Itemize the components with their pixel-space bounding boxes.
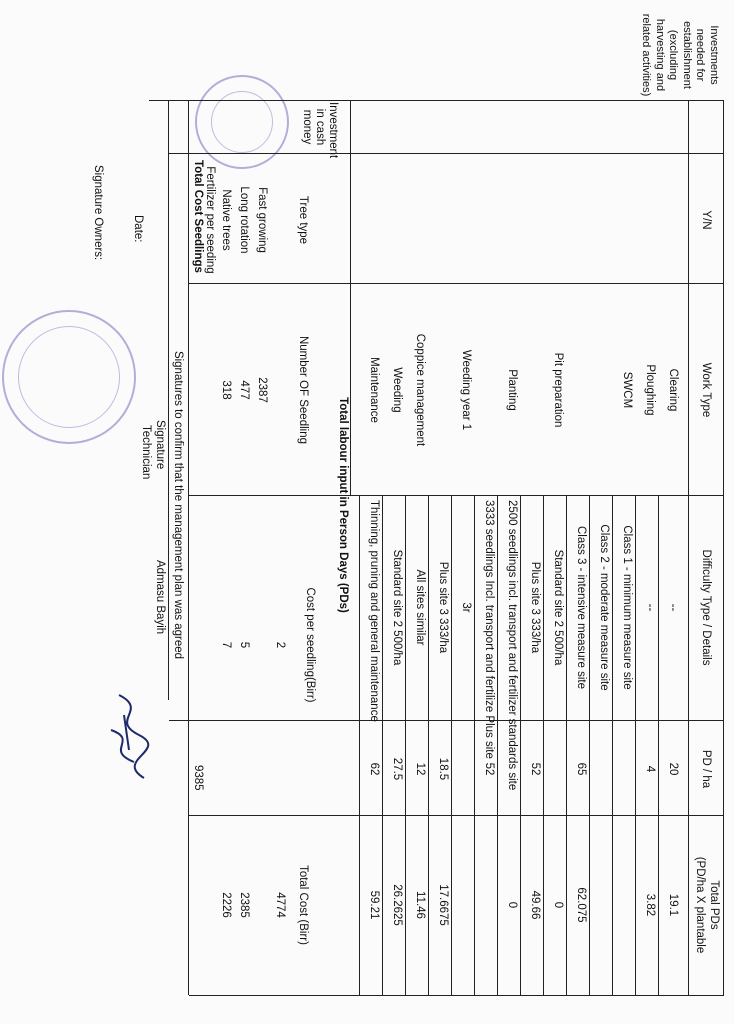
seedling-type-cell: Fertilizer per seeding: [204, 166, 216, 274]
work-type-cell: Planting: [506, 369, 518, 411]
total-cost-value: 9385: [192, 765, 204, 791]
technician-signature: [99, 690, 159, 785]
pd-ha-cell: 4: [644, 765, 656, 773]
difficulty-cell: Class 2 - moderate measure site: [598, 524, 610, 691]
work-type-cell: Clearing: [667, 368, 679, 412]
pd-ha-cell: 27.5: [391, 757, 403, 781]
seedling-type-cell: Native trees: [220, 189, 232, 251]
header-yn: Y/N: [700, 210, 712, 230]
seedling-total-cell: 4774: [274, 892, 286, 918]
signature-label: Signature: [154, 420, 166, 470]
header-work-type: Work Type: [700, 362, 712, 418]
header-pd-ha: PD / ha: [700, 749, 712, 789]
total-pds-cell: 19.1: [667, 893, 679, 917]
row-divider: [474, 495, 475, 995]
difficulty-cell: --: [667, 603, 679, 612]
difficulty-cell: Plus site 3 333/ha: [437, 561, 449, 654]
left-border: [149, 100, 724, 101]
header-total-pds-sub: (PD/ha X plantable: [694, 856, 706, 954]
work-type-cell: Maintenance: [368, 357, 380, 423]
detail-divider: [189, 495, 724, 496]
seedling-cost-cell: 2: [274, 641, 286, 649]
pd-ha-cell: 20: [667, 762, 679, 776]
difficulty-cell: 3333 seedlings Incl. transport and fertilize Plus site: [483, 500, 495, 759]
pd-ha-cell: 18.5: [437, 757, 449, 781]
row-divider: [635, 495, 636, 995]
row-divider: [428, 495, 429, 995]
total-divider: [189, 815, 724, 816]
work-divider: [189, 283, 724, 284]
row-divider: [612, 495, 613, 995]
seedling-number-cell: 2387: [256, 377, 268, 403]
work-type-cell: Pit preparation: [552, 352, 564, 428]
signatures-title: Signatures to confirm that the management plan was agreed: [172, 350, 184, 660]
difficulty-cell: Standard site 2 500/ha: [391, 549, 403, 666]
difficulty-cell: Standard site 2 500/ha: [552, 549, 564, 666]
pd-ha-cell: 12: [414, 762, 426, 776]
seedling-number-cell: 318: [220, 380, 232, 400]
seedling-total-cell: 2385: [238, 892, 250, 918]
technician-name: Admasu Bayih: [154, 560, 166, 635]
header-bottom-border: [688, 100, 689, 995]
seedling-total-cell: 2226: [220, 892, 232, 918]
difficulty-cell: 3r: [460, 602, 472, 613]
difficulty-cell: Class 1 - minimum measure site: [621, 525, 633, 690]
seedling-number-cell: 477: [238, 380, 250, 400]
seedling-header-tree-type: Tree type: [297, 195, 309, 245]
right-border: [189, 995, 724, 996]
row-divider: [405, 495, 406, 995]
total-pds-cell: 3.82: [644, 893, 656, 917]
seedling-cost-cell: 5: [238, 641, 250, 649]
table-top-border: [723, 100, 724, 995]
total-pds-cell: 59.21: [368, 890, 380, 920]
investment-label: Investment in cash money: [301, 102, 339, 159]
total-labour-label: Total labour input in Person Days (PDs): [337, 397, 349, 613]
difficulty-cell: Thinning, pruning and general maintenance: [368, 500, 380, 722]
total-pds-cell: 17.6675: [437, 884, 449, 926]
total-pds-cell: 11.46: [414, 891, 426, 919]
work-type-cell: Weeding year 1: [460, 349, 472, 431]
difficulty-cell: Class 3 - intensive measure site: [575, 526, 587, 689]
pd-ha-cell: 52: [529, 762, 541, 776]
difficulty-cell: --: [644, 603, 656, 612]
work-type-cell: SWCM: [621, 371, 633, 409]
total-pds-cell: 26.2625: [391, 884, 403, 926]
difficulty-cell: All sites similar: [414, 569, 426, 646]
pd-divider: [169, 720, 724, 721]
signature-divider: [168, 100, 169, 700]
seedling-type-cell: Fast growing: [256, 187, 268, 253]
section-divider: [350, 100, 351, 495]
total-pds-cell: 49.66: [529, 890, 541, 920]
row-divider: [359, 495, 360, 995]
row-divider: [497, 495, 498, 995]
side-label: Investments needed for establishment (excluding harvesting and related activities): [640, 13, 720, 97]
row-divider: [382, 495, 383, 995]
row-divider: [520, 495, 521, 995]
total-pds-cell: 0: [506, 901, 518, 909]
row-divider: [543, 495, 544, 995]
header-difficulty: Difficulty Type / Details: [700, 549, 712, 666]
yn-divider: [169, 153, 724, 154]
owners-label: Signature Owners:: [92, 165, 104, 261]
official-stamp-2: [2, 310, 136, 444]
date-label: Date:: [132, 215, 144, 243]
work-type-cell: Weeding: [391, 367, 403, 413]
difficulty-cell: Plus site 3 333/ha: [529, 561, 541, 654]
work-type-cell: Ploughing: [644, 364, 656, 416]
seedling-bottom-border: [188, 100, 189, 995]
official-stamp: [195, 75, 289, 169]
total-pds-cell: 62.075: [575, 887, 587, 923]
header-total-pds: Total PDs: [708, 880, 720, 930]
pd-ha-cell: 52: [483, 762, 495, 776]
seedling-header-number: Number OF Seedling: [297, 335, 309, 445]
total-pds-cell: 0: [552, 901, 564, 909]
pd-ha-cell: 62: [368, 762, 380, 776]
technician-label: Technician: [140, 425, 152, 480]
total-cost-label: Total Cost Seedlings: [192, 160, 204, 273]
seedling-header-total: Total Cost (Birr): [297, 865, 309, 945]
difficulty-cell: 2500 seedlings incl. transport and fertilizer standards site: [506, 500, 518, 791]
seedling-type-cell: Long rotation: [238, 186, 250, 254]
pd-ha-cell: 65: [575, 762, 587, 776]
seedling-cost-cell: 7: [220, 641, 232, 649]
row-divider: [589, 495, 590, 995]
work-type-cell: Coppice management: [414, 333, 426, 447]
seedling-header-cost: Cost per seedling(Birr): [304, 587, 316, 703]
row-divider: [658, 495, 659, 995]
row-divider: [451, 495, 452, 995]
row-divider: [566, 495, 567, 995]
